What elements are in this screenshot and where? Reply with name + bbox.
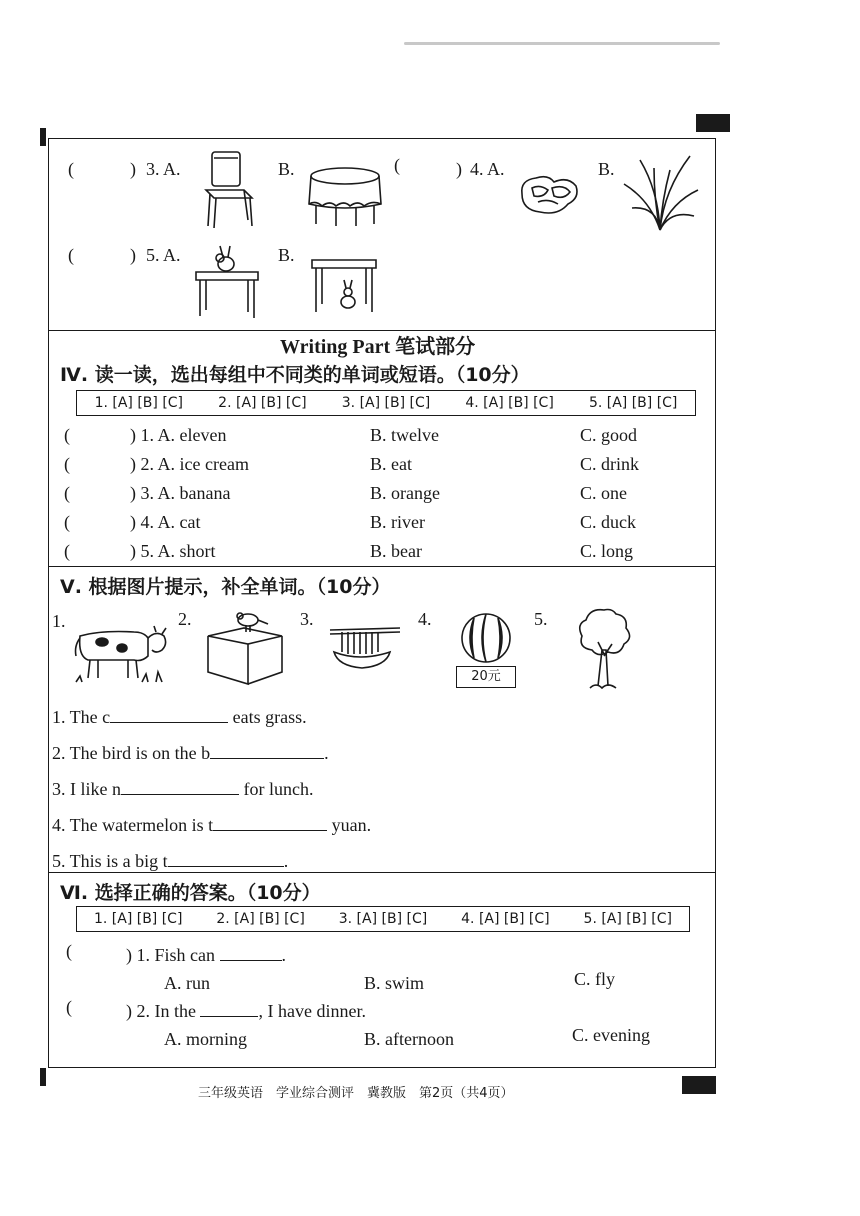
fill-blank[interactable] [220,946,282,961]
registration-mark-bottom-left [40,1068,46,1086]
option-b-label: B. [598,159,615,179]
option-b: B. river [370,512,425,532]
fill-blank[interactable] [121,780,239,795]
option-b: B. twelve [370,425,439,445]
answer-bubble-group[interactable]: 3. [A] [B] [C] [341,395,431,411]
option-c: C. fly [574,969,616,989]
option-c: C. duck [580,512,636,532]
stem-text: , I have dinner. [258,1001,366,1021]
answer-paren-open: ( [64,541,70,561]
answer-paren-open: ( [394,155,400,175]
answer-paren-close: ) [456,159,462,179]
answer-bubble-group[interactable]: 2. [A] [B] [C] [218,395,307,411]
answer-paren-open: ( [64,425,70,445]
section-4-answer-sheet [76,390,696,416]
rabbit-under-table-icon [310,256,380,316]
grass-icon [620,150,700,232]
stem-text: . [281,945,286,965]
answer-paren-open: ( [64,483,70,503]
sentence-text: 3. I like n [52,779,121,799]
question-stem: ) 5. A. short [130,541,216,561]
sentence-text: 2. The bird is on the b [52,743,211,763]
fill-sentence-5 [52,852,288,870]
option-b-label: B. [278,159,295,179]
picture-number-2: 2. [178,609,192,629]
section-6-answer-sheet [76,906,690,932]
option-b: B. bear [370,541,422,561]
price-tag-label: 20元 [471,669,501,684]
answer-paren-open: ( [64,454,70,474]
option-b-label: B. [278,245,295,265]
question-stem: ) 4. A. cat [130,512,201,532]
price-tag [456,666,516,688]
section-5-title: Ⅴ. 根据图片提示，补全单词。（10分） [60,576,391,598]
fill-sentence-2 [52,744,329,762]
registration-mark-top-right [696,114,730,132]
fill-sentence-3 [52,780,313,798]
scan-streak [404,42,720,45]
answer-bubble-group[interactable]: 2. [A] [B] [C] [216,911,305,927]
fill-blank[interactable] [213,816,327,831]
cow-icon [72,622,172,684]
question-stem: ) 2. A. ice cream [130,454,249,474]
sentence-text: . [283,851,289,871]
registration-mark-bottom-right [682,1076,716,1094]
answer-paren-open: ( [68,245,74,265]
question-stem [126,946,286,964]
question-number: 5. A. [146,245,181,265]
sentence-text: 1. The c [52,707,111,727]
fill-sentence-1 [52,708,307,726]
fill-blank[interactable] [110,708,228,723]
option-b: B. eat [370,454,412,474]
picture-number-3: 3. [300,609,314,629]
fill-blank[interactable] [168,852,284,867]
writing-part-title: Writing Part 笔试部分 [280,336,476,358]
chair-icon [200,150,260,230]
fill-blank[interactable] [200,1002,258,1017]
option-a: A. morning [164,1029,247,1049]
rocks-icon [518,172,580,218]
tree-icon [576,606,634,690]
fill-sentence-4 [52,816,371,834]
answer-paren-open: ( [68,159,74,179]
question-number: 4. A. [470,159,505,179]
answer-paren-open: ( [64,512,70,532]
answer-paren-close: ) [130,245,136,265]
picture-number-4: 4. [418,609,432,629]
answer-bubble-group[interactable]: 1. [A] [B] [C] [94,395,184,411]
question-stem [126,1002,366,1020]
answer-paren-open: ( [66,997,72,1017]
fill-blank[interactable] [210,744,324,759]
sentence-text: 4. The watermelon is t [52,815,214,835]
sentence-text: . [324,743,329,763]
watermelon-icon [460,612,516,664]
answer-bubble-group[interactable]: 5. [A] [B] [C] [583,911,672,927]
answer-bubble-group[interactable]: 5. [A] [B] [C] [588,395,678,411]
stem-text: ) 2. In the [126,1001,196,1021]
table-with-cloth-icon [306,166,384,228]
option-c: C. good [580,425,638,445]
option-c: C. long [580,541,634,561]
question-stem: ) 3. A. banana [130,483,231,503]
answer-bubble-group[interactable]: 4. [A] [B] [C] [465,395,554,411]
page-footer: 三年级英语 学业综合测评 冀教版 第2页（共4页） [198,1086,514,1101]
sentence-text: eats grass. [228,707,307,727]
divider-section4-section5 [48,566,716,567]
option-a: A. run [164,973,210,993]
answer-bubble-group[interactable]: 4. [A] [B] [C] [461,911,550,927]
section-4-title: Ⅳ. 读一读，选出每组中不同类的单词或短语。（10分） [60,364,530,386]
answer-bubble-group[interactable]: 1. [A] [B] [C] [93,911,183,927]
sentence-text: 5. This is a big t [52,851,168,871]
option-b: B. afternoon [364,1029,454,1049]
section-6-title: Ⅵ. 选择正确的答案。（10分） [60,882,321,904]
divider-section5-section6 [48,872,716,873]
picture-number-1: 1. [52,611,66,631]
answer-bubble-group[interactable]: 3. [A] [B] [C] [338,911,428,927]
noodles-bowl-icon [328,622,402,670]
sentence-text: yuan. [327,815,372,835]
stem-text: ) 1. Fish can [126,945,215,965]
answer-paren-open: ( [66,941,72,961]
option-c: C. evening [572,1025,650,1045]
sentence-text: for lunch. [239,779,314,799]
option-b: B. swim [364,973,425,993]
question-stem: ) 1. A. eleven [130,425,227,445]
divider-listening-writing [48,330,716,331]
option-b: B. orange [370,483,440,503]
bird-on-box-icon [204,610,286,690]
question-number: 3. A. [146,159,181,179]
option-c: C. one [580,483,627,503]
rabbit-on-table-icon [192,244,264,320]
answer-paren-close: ) [130,159,136,179]
option-c: C. drink [580,454,640,474]
picture-number-5: 5. [534,609,548,629]
registration-mark-top-left [40,128,46,146]
